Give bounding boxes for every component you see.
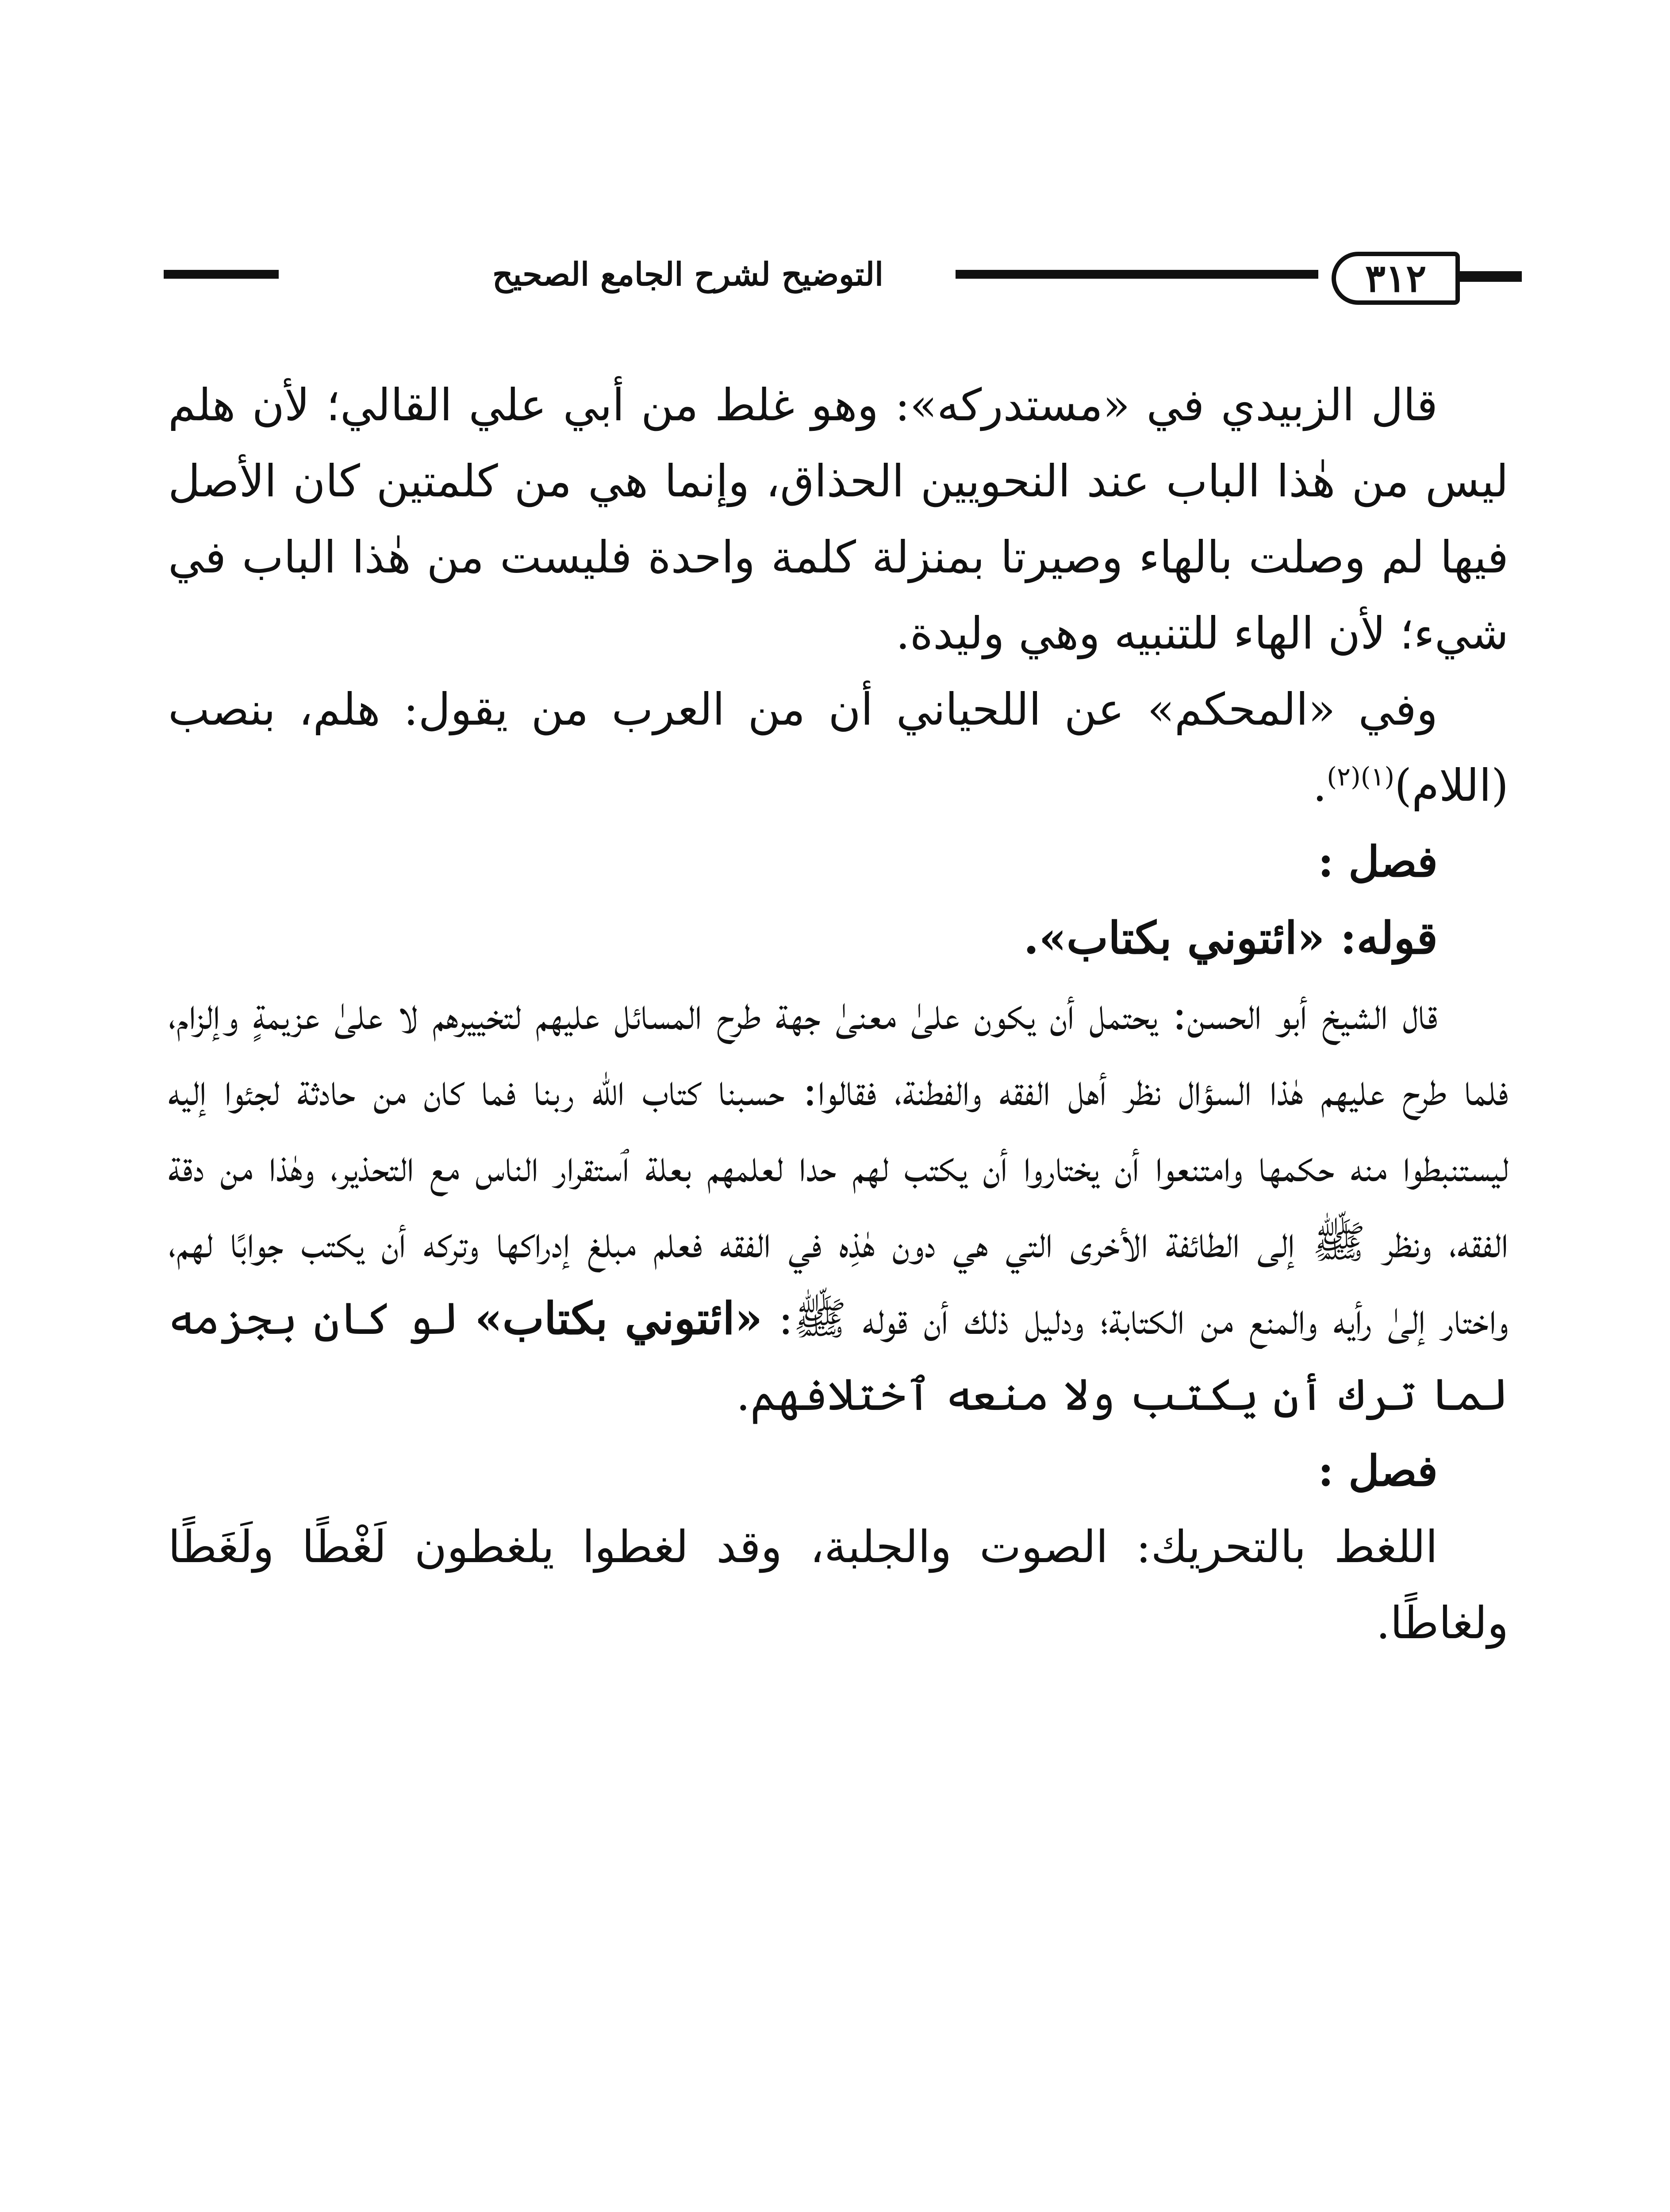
- punctuation: .: [1023, 912, 1039, 964]
- section-heading: فصل :: [1318, 837, 1438, 887]
- paragraph: قال الزبيدي في «مستدركه»: وهو غلط من أبي علي القالي؛ لأن هلم ليس من هٰذا الباب عند النحويين الحذاق، وإنما هي من كلمتين كان الأصل فيها لم وصلت بالهاء وصيرتا بمنزلة كلمة واحدة فليست من هٰذا الباب في شيء؛ لأن الهاء للتنبيه وهي وليدة.: [168, 379, 1509, 659]
- punctuation: .: [1313, 760, 1327, 811]
- page-header: [164, 246, 1522, 312]
- header-rule-middle: [956, 270, 1318, 279]
- paragraph-text: قال الشيخ أبو الحسن: يحتمل أن يكون علىٰ معنىٰ جهة طرح المسائل عليهم لتخييرهم لا علىٰ عزيمةٍ وإلزام، فلما طرح عليهم هٰذا السؤال نظر أهل الفقه والفطنة، فقالوا: حسبنا كتاب الله ربنا فما كان من حادثة لجئوا إليه ليستنبطوا منه حكمها وامتنعوا أن يختاروا أن يكتب لهم حدا لعلمهم بعلة ٱستقرار الناس مع التحذير، وهٰذا من دقة الفقه، ونظر ﷺ إلى الطائفة الأخرى التي هي دون هٰذِه في الفقه فعلم مبلغ إدراكها وتركه أن يكتب جوابًا لهم، واختار إلىٰ رأيه والمنع من الكتابة؛ ودليل ذلك أن قوله ﷺ:: [168, 988, 1509, 1344]
- quoted-statement: [168, 900, 1509, 976]
- paragraph: [168, 976, 1509, 1433]
- running-title: التوضيح لشرح الجامع الصحيح: [438, 255, 938, 293]
- quote-text: «ائتوني بكتاب»: [475, 1292, 763, 1344]
- paragraph: اللغط بالتحريك: الصوت والجلبة، وقد لغطوا يلغطون لَغْطًا ولَغَطًا ولغاطًا.: [168, 1521, 1509, 1649]
- main-text: [168, 367, 1509, 1661]
- paragraph-text: وفي «المحكم» عن اللحياني أن من العرب من يقول: هلم، بنصب (اللام): [168, 684, 1509, 811]
- quote-label: قوله:: [1324, 912, 1438, 964]
- footnote-reference: (١)(٢): [1327, 761, 1395, 792]
- paragraph-text: لو كان بجزمه لما ترك أن يكتب ولا منعه ٱختلافهم.: [168, 1293, 1509, 1421]
- header-rule-left: [164, 270, 279, 279]
- section-heading: فصل :: [1318, 1446, 1438, 1496]
- page-number: ٣١٢: [1365, 256, 1427, 301]
- header-rule-right: [1460, 271, 1522, 282]
- quote-text: «ائتوني بكتاب»: [1039, 912, 1325, 964]
- page-number-badge: [1332, 252, 1460, 305]
- paragraph: [168, 672, 1509, 824]
